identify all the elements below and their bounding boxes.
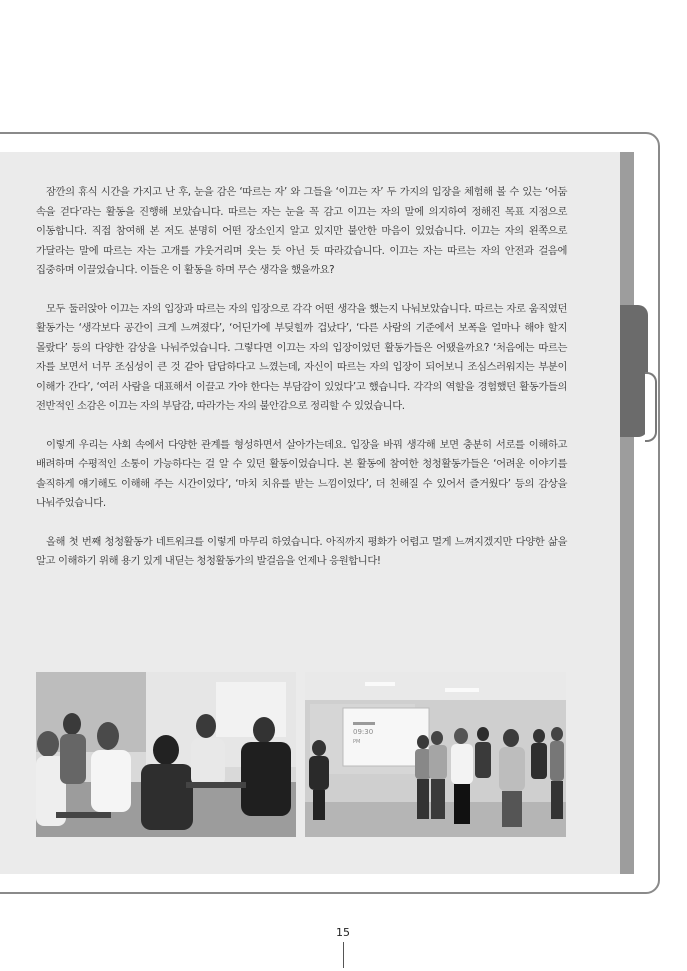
paragraph-4: 올해 첫 번째 청청활동가 네트워크를 이렇게 마무리 하였습니다. 아직까지 평화가 어렵고 멀게 느껴지겠지만 다양한 삶을 알고 이해하기 위해 용기 있게 내딛는 청청활동가의 발걸음을 언제나 응원합니다! [36,535,567,567]
article-body [36,183,567,591]
slide-pm-text: PM [353,739,361,745]
photo-group-discussion [36,672,296,837]
paragraph-3: 이렇게 우리는 사회 속에서 다양한 관계를 형성하면서 살아가는데요. 입장을 바꿔 생각해 보면 충분히 서로를 이해하고 배려하며 수평적인 소통이 가능하다는 걸 알 수 있던 활동이었습니다. 본 활동에 참여한 청청활동가들은 ‘어려운 이야기를 솔직하게 얘기해도 이해해 주는 시간이었다’, ‘마치 치유를 받는 느낌이었다’, 더 친해질 수 있어서 즐거웠다’ 등의 감상을 나눠주었습니다. [36,438,567,509]
photo-walking-activity [305,672,566,837]
page-number-rule [343,942,344,968]
page-number: 15 [336,926,350,939]
side-tab-outline [645,372,657,442]
panel-edge-bar [620,152,634,874]
photo-walking-activity-image [305,672,566,837]
side-tab [620,305,648,437]
photo-group-discussion-image [36,672,296,837]
slide-time-text: 09:30 [353,728,374,736]
paragraph-2: 모두 둘러앉아 이끄는 자의 입장과 따르는 자의 입장으로 각각 어떤 생각을 했는지 나눠보았습니다. 따르는 자로 움직였던 활동가는 ‘생각보다 공간이 크게 느껴졌다’, ‘어딘가에 부딪힐까 겁났다’, ‘다른 사람의 기준에서 보폭을 얼마나 해야 할지 몰랐다’ 등의 다양한 감상을 나눠주었습니다. 그렇다면 이끄는 자의 입장이었던 활동가들은 어땠을까요? ‘처음에는 따르는 자를 보면서 너무 조심성이 큰 것 같아 답답하다고 느꼈는데, 자신이 따르는 자의 입장이 되어보니 조심스러워지는 부분이 이해가 간다’, ‘여러 사람을 대표해서 이끌고 가야 한다는 부담감이 있었다’고 했습니다. 각각의 역할을 경험했던 활동가들의 전반적인 소감은 이끄는 자의 부담감, 따라가는 자의 불안감으로 정리할 수 있었습니다. [36,302,567,412]
paragraph-1: 잠깐의 휴식 시간을 가지고 난 후, 눈을 감은 ‘따르는 자’ 와 그들을 ‘이끄는 자’ 두 가지의 입장을 체험해 볼 수 있는 ‘어둠 속을 걷다’라는 활동을 진행해 보았습니다. 따르는 자는 눈을 꼭 감고 이끄는 자의 말에 의지하여 정해진 목표 지점으로 이동합니다. 직접 참여해 본 저도 분명히 어떤 장소인지 알고 있지만 불안한 마음이 있었습니다. 이끄는 자의 왼쪽으로 가달라는 말에 따르는 자는 고개를 갸웃거리며 웃는 듯 아닌 듯 따라갔습니다. 이끄는 자는 따르는 자의 안전과 걸음에 집중하며 이끌었습니다. 이들은 이 활동을 하며 무슨 생각을 했을까요? [36,186,567,276]
